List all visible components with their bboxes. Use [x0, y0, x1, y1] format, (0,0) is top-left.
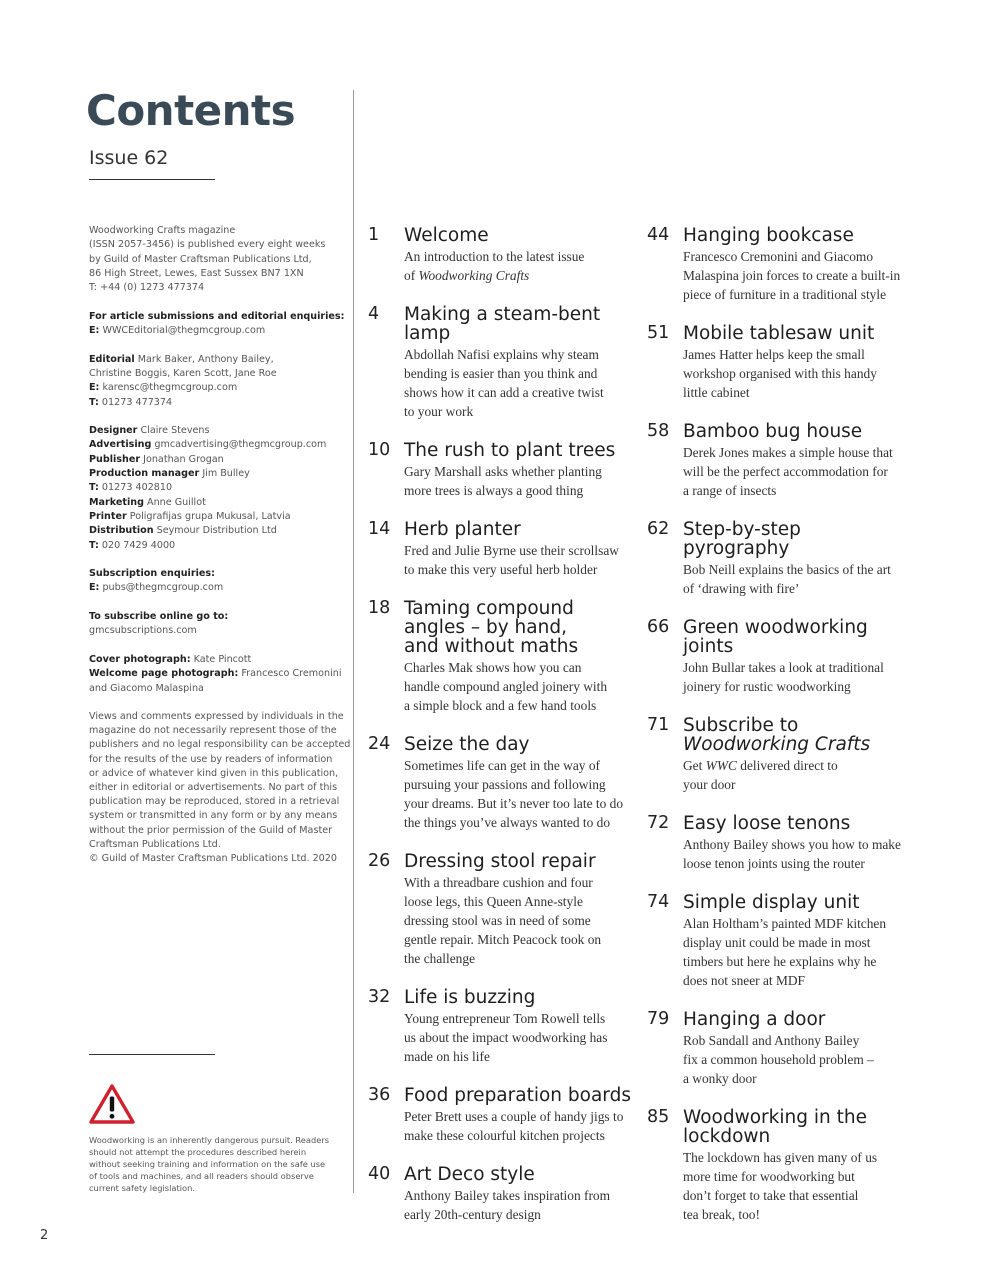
italic-text: Woodworking Crafts	[418, 268, 530, 283]
disclaimer-line: either in editorial or advertisements. No part of this	[89, 782, 338, 794]
entry-description-line: loose legs, this Queen Anne-style	[404, 894, 583, 909]
italic-text: Woodworking Crafts	[683, 734, 871, 755]
entry-description-line: Peter Brett uses a couple of handy jigs to	[404, 1109, 624, 1124]
welcome-photo-credit: Francesco Cremonini	[241, 668, 342, 680]
entry-title-line: Easy loose tenons	[683, 813, 851, 834]
entry-description-line: fix a common household problem –	[683, 1052, 874, 1067]
entry-description-line: your door	[683, 777, 736, 792]
disclaimer-line: Views and comments expressed by individuals in the	[89, 711, 344, 722]
photo-credits	[89, 653, 347, 696]
entry-title	[683, 324, 913, 343]
disclaimer-line: Craftsman Publications Ltd.	[89, 838, 221, 850]
entry-page-number: 40	[368, 1164, 391, 1184]
entry-description-line: The lockdown has given many of us	[683, 1150, 878, 1165]
entry-description-line: make these colourful kitchen projects	[404, 1128, 605, 1143]
entry-description-line: James Hatter helps keep the small	[683, 347, 865, 362]
entry-description-line: does not sneer at MDF	[683, 973, 805, 988]
entry-title-line: Subscribe to	[683, 715, 799, 736]
phone-label: T:	[89, 396, 99, 408]
contents-entry[interactable]	[368, 520, 628, 579]
publisher-info-line: Woodworking Crafts magazine	[89, 225, 236, 236]
contents-entry[interactable]	[647, 893, 907, 990]
entry-description	[683, 1031, 915, 1088]
contents-entry[interactable]	[647, 520, 907, 598]
warning-line: should not attempt the procedures described herein	[89, 1147, 307, 1158]
entry-title	[404, 1165, 634, 1184]
entry-title-line: Seize the day	[404, 734, 530, 755]
disclaimer-line: without the prior permission of the Guild of Master	[89, 824, 333, 836]
entry-title	[683, 814, 913, 833]
entry-title	[683, 520, 913, 558]
entry-title	[404, 305, 634, 343]
entry-description-line: of ‘drawing with fire’	[683, 581, 800, 596]
marketing-name: Anne Guillot	[147, 496, 206, 508]
contents-entry[interactable]	[368, 441, 628, 500]
entry-page-number: 36	[368, 1085, 391, 1105]
editorial-email: WWCEditorial@thegmcgroup.com	[102, 325, 266, 337]
editorial-phone: 01273 477374	[101, 396, 173, 408]
subscribe-online	[89, 610, 347, 639]
column-divider	[353, 90, 354, 1193]
entry-title-line: pyrography	[683, 538, 790, 559]
entry-description-line: workshop organised with this handy	[683, 366, 877, 381]
printer-label: Printer	[89, 510, 127, 522]
page-number: 2	[40, 1228, 49, 1243]
entry-description-line: Abdollah Nafisi explains why steam	[404, 347, 599, 362]
production-phone: 01273 402810	[101, 482, 173, 494]
entry-description-line: little cabinet	[683, 385, 750, 400]
entry-page-number: 26	[368, 851, 391, 871]
advertising-label: Advertising	[89, 439, 152, 451]
entry-description-line: Anthony Bailey shows you how to make	[683, 837, 901, 852]
entry-description-line: to make this very useful herb holder	[404, 562, 598, 577]
contents-entry[interactable]	[368, 988, 628, 1066]
entry-title-line: Herb planter	[404, 519, 521, 540]
entry-page-number: 51	[647, 323, 670, 343]
entry-description-line: Bob Neill explains the basics of the art	[683, 562, 891, 577]
entry-description-line: piece of furniture in a traditional style	[683, 287, 887, 302]
contents-entry[interactable]	[647, 1010, 907, 1088]
disclaimer-line: publication may be reproduced, stored in a retrieval	[89, 796, 340, 808]
entry-description	[404, 462, 636, 500]
entry-description-line: us about the impact woodworking has	[404, 1030, 608, 1045]
entry-page-number: 32	[368, 987, 391, 1007]
entry-title	[404, 441, 634, 460]
entry-title-line: and without maths	[404, 636, 579, 657]
publisher-name: Jonathan Grogan	[143, 453, 224, 465]
warning-triangle-icon	[89, 1083, 135, 1125]
staff-credits	[89, 424, 347, 553]
entry-description-line: don’t forget to take that essential	[683, 1188, 859, 1203]
disclaimer-line: magazine do not necessarily represent those of the	[89, 725, 337, 737]
entry-description-line: a simple block and a few hand tools	[404, 698, 597, 713]
entry-description-line: Alan Holtham’s painted MDF kitchen	[683, 916, 887, 931]
entry-title-line: Bamboo bug house	[683, 421, 863, 442]
email-label: E:	[89, 325, 100, 337]
divider	[89, 179, 215, 180]
advertising-email: gmcadvertising@thegmcgroup.com	[154, 439, 327, 451]
entry-description-line: more time for woodworking but	[683, 1169, 855, 1184]
entry-description-line: the things you’ve always wanted to do	[404, 815, 611, 830]
entry-description-line: timbers but here he explains why he	[683, 954, 877, 969]
warning-line: of tools and machines, and all readers should observe	[89, 1171, 314, 1182]
entry-description-line: Francesco Cremonini and Giacomo	[683, 249, 874, 264]
entry-title	[683, 1010, 913, 1029]
entry-description-line	[683, 756, 915, 775]
entry-page-number: 72	[647, 813, 670, 833]
entry-title-line: Life is buzzing	[404, 987, 536, 1008]
entry-title-line: Simple display unit	[683, 892, 860, 913]
entry-title	[404, 520, 634, 539]
entry-description-line: loose tenon joints using the router	[683, 856, 865, 871]
phone-label: T:	[89, 539, 99, 551]
entry-page-number: 1	[368, 225, 380, 245]
contents-entry[interactable]	[647, 1108, 907, 1224]
entry-description-line: Derek Jones makes a simple house that	[683, 445, 893, 460]
warning-line: Woodworking is an inherently dangerous pursuit. Readers	[89, 1135, 330, 1145]
entry-title-line: Welcome	[404, 225, 489, 246]
entry-description	[683, 835, 915, 873]
entry-description-line: made on his life	[404, 1049, 490, 1064]
entry-description-line: Rob Sandall and Anthony Bailey	[683, 1033, 860, 1048]
entry-description-line: Fred and Julie Byrne use their scrollsaw	[404, 543, 619, 558]
text-segment: delivered direct to	[736, 758, 838, 773]
publisher-info	[89, 224, 347, 295]
editorial-enquiries	[89, 310, 347, 339]
entry-description-line: John Bullar takes a look at traditional	[683, 660, 884, 675]
entry-description-line	[404, 266, 636, 285]
entry-description	[683, 443, 915, 500]
masthead	[89, 224, 347, 710]
entry-description-line: a wonky door	[683, 1071, 757, 1086]
entry-description-line: the challenge	[404, 951, 476, 966]
email-label: E:	[89, 582, 100, 594]
contents-entry[interactable]	[647, 422, 907, 500]
divider	[89, 1054, 215, 1055]
entry-description	[683, 658, 915, 696]
publisher-info-line: by Guild of Master Craftsman Publications Ltd,	[89, 253, 312, 265]
contents-entry[interactable]	[647, 814, 907, 873]
entry-description-line: bending is easier than you think and	[404, 366, 598, 381]
entry-page-number: 74	[647, 892, 670, 912]
entry-description-line: Gary Marshall asks whether planting	[404, 464, 602, 479]
designer-label: Designer	[89, 425, 138, 437]
contents-entry[interactable]	[368, 226, 628, 285]
entry-description-line: more trees is always a good thing	[404, 483, 584, 498]
text-segment: Get	[683, 758, 706, 773]
editorial-enquiries-label: For article submissions and editorial enquiries:	[89, 310, 345, 322]
disclaimer-line: © Guild of Master Craftsman Publications Ltd. 2020	[89, 853, 337, 865]
entry-title-line: Art Deco style	[404, 1164, 535, 1185]
publisher-info-line: (ISSN 2057-3456) is published every eight weeks	[89, 239, 326, 251]
entry-description-line: your dreams. But it’s never too late to do	[404, 796, 624, 811]
entry-description	[404, 345, 636, 421]
publisher-label: Publisher	[89, 453, 141, 465]
editorial-team	[89, 353, 347, 410]
entry-page-number: 14	[368, 519, 391, 539]
entry-description-line: Anthony Bailey takes inspiration from	[404, 1188, 611, 1203]
designer-name: Claire Stevens	[140, 425, 210, 437]
entry-title-line: Making a steam-bent	[404, 304, 601, 325]
entry-title	[683, 1108, 913, 1146]
publisher-info-line: 86 High Street, Lewes, East Sussex BN7 1XN	[89, 267, 304, 279]
subscription-email: pubs@thegmcgroup.com	[102, 582, 224, 594]
entry-title-line: Green woodworking	[683, 617, 868, 638]
subscription-label: Subscription enquiries:	[89, 568, 215, 580]
entry-description-line: joinery for rustic woodworking	[683, 679, 851, 694]
contents-entry[interactable]	[647, 226, 907, 304]
entry-description	[404, 658, 636, 715]
entry-title-line: Dressing stool repair	[404, 851, 596, 872]
entry-description	[404, 756, 636, 832]
entry-page-number: 18	[368, 598, 391, 618]
production-label: Production manager	[89, 468, 200, 480]
entry-title-line: angles – by hand,	[404, 617, 567, 638]
publisher-info-line: T: +44 (0) 1273 477374	[89, 282, 205, 294]
editorial-email: karensc@thegmcgroup.com	[102, 382, 238, 394]
entry-description-line: With a threadbare cushion and four	[404, 875, 593, 890]
entry-page-number: 71	[647, 715, 670, 735]
entry-page-number: 24	[368, 734, 391, 754]
entry-title-line: The rush to plant trees	[404, 440, 616, 461]
entry-description-line: to your work	[404, 404, 474, 419]
entry-title	[404, 988, 634, 1007]
entry-title-line: Taming compound	[404, 598, 574, 619]
entry-title-line: Step-by-step	[683, 519, 801, 540]
entry-description	[683, 914, 915, 990]
entry-title-line: lamp	[404, 323, 451, 344]
entry-description	[683, 560, 915, 598]
phone-label: T:	[89, 482, 99, 494]
entry-title-line: Food preparation boards	[404, 1085, 631, 1106]
entry-description-line: dressing stool was in need of some	[404, 913, 591, 928]
entry-description-line: will be the perfect accommodation for	[683, 464, 888, 479]
cover-photo-credit: Kate Pincott	[193, 653, 252, 665]
disclaimer	[89, 710, 351, 866]
entry-description	[683, 756, 915, 794]
entry-description	[404, 541, 636, 579]
entry-title	[683, 618, 913, 656]
entry-description-line: tea break, too!	[683, 1207, 760, 1222]
entry-page-number: 58	[647, 421, 670, 441]
entry-page-number: 79	[647, 1009, 670, 1029]
entry-title-line: Hanging bookcase	[683, 225, 854, 246]
entry-description	[683, 247, 915, 304]
entry-title	[683, 893, 913, 912]
editorial-label: Editorial	[89, 353, 135, 365]
entry-title-line: Mobile tablesaw unit	[683, 323, 875, 344]
entry-page-number: 10	[368, 440, 391, 460]
subscribe-online-url: gmcsubscriptions.com	[89, 625, 197, 637]
entry-title-line: lockdown	[683, 1126, 771, 1147]
text-segment: of	[404, 268, 419, 283]
warning-line: without seeking training and information on the safe use	[89, 1159, 326, 1170]
entry-description	[404, 247, 636, 285]
disclaimer-line: for the results of the use by readers of information	[89, 753, 333, 765]
entry-description-line: pursuing your passions and following	[404, 777, 606, 792]
welcome-photo-credit: and Giacomo Malaspina	[89, 682, 204, 694]
contents-entry[interactable]	[368, 1085, 631, 1145]
entry-description	[404, 1009, 636, 1066]
entry-title	[404, 226, 634, 245]
contents-entry[interactable]	[368, 599, 628, 715]
contents-entry[interactable]	[368, 852, 628, 968]
entry-page-number: 4	[368, 304, 380, 324]
entry-description	[683, 1148, 915, 1224]
entry-page-number: 44	[647, 225, 670, 245]
entry-page-number: 66	[647, 617, 670, 637]
entry-title	[404, 852, 634, 871]
contents-entry[interactable]	[368, 735, 628, 832]
contents-entry[interactable]	[368, 1165, 628, 1224]
disclaimer-line: system or transmitted in any form or by any means	[89, 810, 338, 822]
entry-description-line: a range of insects	[683, 483, 777, 498]
marketing-label: Marketing	[89, 496, 144, 508]
contents-entry[interactable]	[647, 716, 907, 794]
subscribe-online-label: To subscribe online go to:	[89, 611, 229, 623]
entry-description-line: Young entrepreneur Tom Rowell tells	[404, 1011, 606, 1026]
contents-entry[interactable]	[647, 324, 907, 402]
email-label: E:	[89, 382, 100, 394]
distribution-name: Seymour Distribution Ltd	[156, 525, 277, 537]
entry-title	[683, 226, 913, 245]
cover-photo-label: Cover photograph:	[89, 653, 191, 665]
entry-description-line: handle compound angled joinery with	[404, 679, 608, 694]
entry-description-line: early 20th-century design	[404, 1207, 541, 1222]
entry-title-line	[683, 735, 913, 754]
safety-warning-text	[89, 1134, 339, 1194]
entry-description-line: Charles Mak shows how you can	[404, 660, 582, 675]
entry-description-line: Malaspina join forces to create a built-in	[683, 268, 901, 283]
entry-description	[404, 1186, 636, 1224]
editorial-names: Mark Baker, Anthony Bailey,	[137, 353, 274, 365]
disclaimer-line: or advice of whatever kind given in this publication,	[89, 767, 339, 779]
distribution-phone: 020 7429 4000	[101, 539, 176, 551]
editorial-names: Christine Boggis, Karen Scott, Jane Roe	[89, 367, 277, 379]
page-title: Contents	[86, 86, 296, 135]
entry-description	[404, 873, 636, 968]
entry-description-line: display unit could be made in most	[683, 935, 871, 950]
production-name: Jim Bulley	[202, 468, 250, 480]
entry-title	[683, 716, 913, 754]
entry-description-line: Sometimes life can get in the way of	[404, 758, 600, 773]
contents-entry[interactable]	[647, 618, 907, 696]
entry-title-line: joints	[683, 636, 734, 657]
entry-page-number: 85	[647, 1107, 670, 1127]
warning-line: current safety legislation.	[89, 1183, 196, 1194]
entry-title-line: Hanging a door	[683, 1009, 826, 1030]
entry-description-line: gentle repair. Mitch Peacock took on	[404, 932, 602, 947]
entry-title	[404, 1086, 634, 1105]
subscription-enquiries	[89, 567, 347, 596]
entry-description	[404, 1107, 636, 1145]
entry-title	[404, 735, 634, 754]
entry-title	[404, 599, 634, 656]
italic-text: WWC	[705, 758, 737, 773]
entry-title-line: Woodworking in the	[683, 1107, 867, 1128]
entry-description-line: An introduction to the latest issue	[404, 249, 585, 264]
entry-description-line: shows how it can add a creative twist	[404, 385, 604, 400]
printer-name: Poligrafijas grupa Mukusal, Latvia	[129, 510, 291, 522]
entry-page-number: 62	[647, 519, 670, 539]
disclaimer-line: publishers and no legal responsibility can be accepted	[89, 739, 351, 751]
welcome-photo-label: Welcome page photograph:	[89, 668, 239, 680]
issue-number: Issue 62	[89, 147, 169, 169]
distribution-label: Distribution	[89, 525, 154, 537]
contents-entry[interactable]	[368, 305, 628, 421]
entry-description	[683, 345, 915, 402]
entry-title	[683, 422, 913, 441]
